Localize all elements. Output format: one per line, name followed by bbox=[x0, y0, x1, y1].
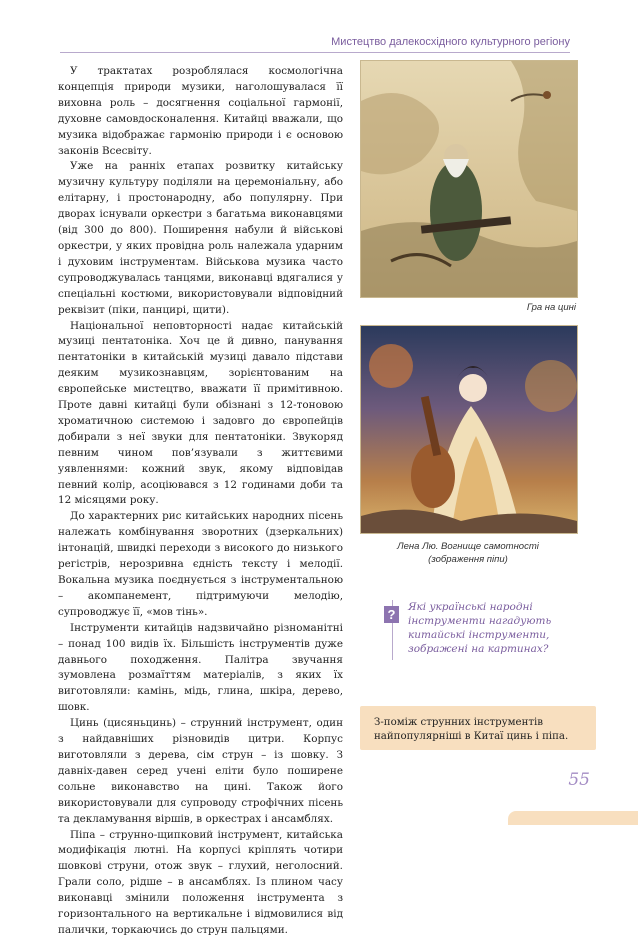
pipa-painting bbox=[360, 325, 578, 534]
paragraph: До характерних рис китайських народних пісень належать комбінування зворотних (дзеркальних) інтонацій, швидкі переходи з високого до низького регістрів, нерозривна єдність тексту і мелодії. Вокальна музика поєднується з інструментальною – акомпанемент, підтримуючи мелодію, супроводжує її, «мов тінь». bbox=[58, 510, 343, 618]
paragraph: Національної неповторності надає китайській музиці пентатоніка. Хоч це й дивно, панування пентатоніки в китайській музиці давало підстави деяким музикознавцям, зорієнтованим на європейське мистецтво, вважати її примітивною. Проте давні китайці були обізнані з 12-тоновою хроматичною системою і задовго до європейців добирали з неї звуки для пентатоніки. Звукоряд певним чином пов’язували з життєвими уявленнями: кожний звук, якому відповідав певний колір, асоціювався з 12 годинами доби та 12 місяцями року. bbox=[58, 319, 343, 507]
paragraph: Цинь (цисяньцинь) – струнний інструмент, один з найдавніших різновидів цитри. Корпус виготовляли з дерева, сім струн – із шовку. З давніх-давен серед учені еліти було поширене сольне виконавство на цині. Також його використовували для супроводу строфічних пісень та декламування віршів, в оркестрах і ансамблях. bbox=[58, 717, 343, 825]
paragraph: Уже на ранніх етапах розвитку китайську музичну культуру поділяли на церемоніальну, або елітарну, і простонародну, або популярну. При дворах існували оркестри з багатьма виконавцями (від 300 до 800). Поширення набули й військові оркестри, у яких провідна роль належала ударним і духовим інструментам. Військова музика часто супроводжувалась танцями, виконавці вдягалися у спеціальні костюми, використовували відповідний реквізит (піки, панцирі, щити). bbox=[58, 160, 343, 316]
note-text: З-поміж струнних інструментів найпопулярніші в Китаї цинь і піпа. bbox=[374, 717, 569, 742]
figure-caption: Гра на цині bbox=[526, 302, 576, 313]
question-block bbox=[387, 600, 580, 656]
main-text-column bbox=[58, 64, 343, 939]
paragraph: Інструменти китайців надзвичайно різноманітні – понад 100 видів їх. Більшість інструментів дуже давнього походження. Палітра звучання зумовлена розмаїттям матеріалів, з яких їх виготовляли: камінь, мідь, глина, шкіра, дерево, шовк. bbox=[58, 621, 343, 714]
section-title: Мистецтво далекосхідного культурного регіону bbox=[331, 36, 570, 48]
qin-player-painting bbox=[360, 60, 578, 298]
corner-tab bbox=[508, 811, 638, 825]
page-number: 55 bbox=[568, 770, 590, 790]
caption-line: Лена Лю. Вогнище самотності bbox=[397, 541, 539, 552]
header-divider bbox=[60, 52, 570, 53]
paragraph: Піпа – струнно-щипковий інструмент, китайська модифікація лютні. На корпусі кріплять чотири шовкові струни, отож звук – глухий, неголосний. Грали соло, рідше – в ансамблях. Із плином часу виконавці змінили положення інструмента з горизонтального на вертикальне і відмовилися від палички, торкаючись до струн пальцями. bbox=[58, 828, 343, 936]
note-box bbox=[360, 706, 596, 750]
figure-caption bbox=[360, 540, 576, 566]
caption-line: (зображення піпи) bbox=[428, 554, 508, 565]
question-text: Які українські народні інструменти нагадують китайські інструменти, зображені на картинах? bbox=[408, 601, 552, 655]
question-mark-icon: ? bbox=[384, 606, 399, 623]
page-header bbox=[0, 0, 638, 52]
paragraph: У трактатах розроблялася космологічна концепція природи музики, наголошувалася її виховна роль – досягнення соціальної гармонії, духовне самовдосконалення. Китайці вважали, що музика відображає гармонію природи і є основою законів Всесвіту. bbox=[58, 65, 343, 157]
